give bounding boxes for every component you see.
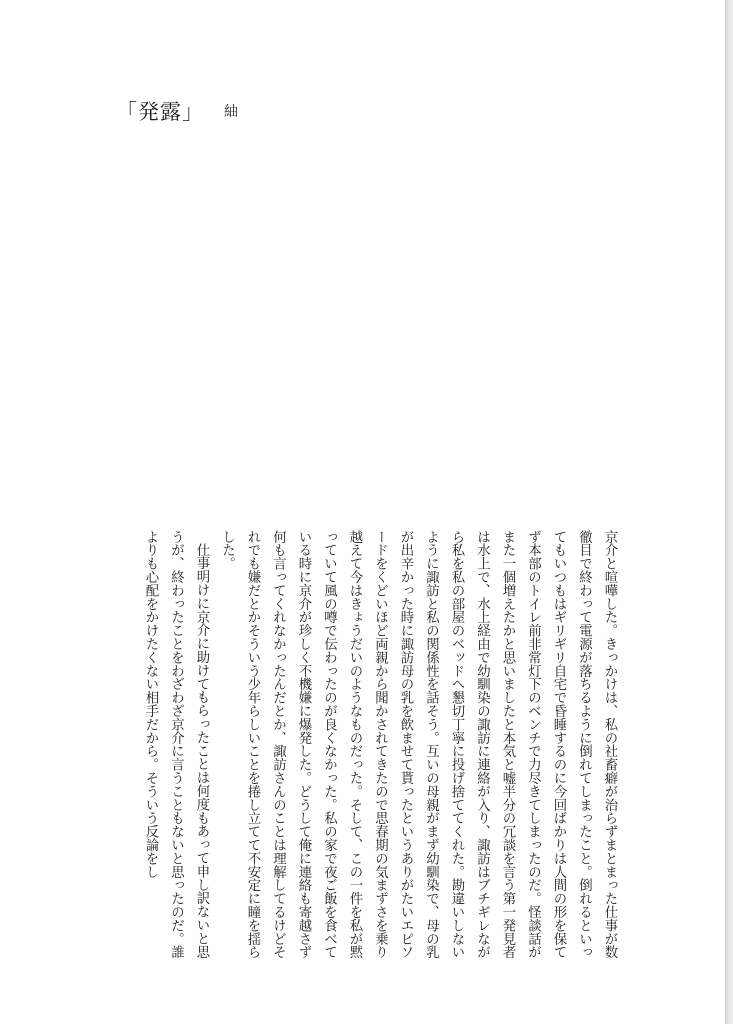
paragraph: 京介と喧嘩した。きっかけは、私の社畜癖が治らずまとまった仕事が数徹目で終わって電源が落ちるように倒れてしまったこと。倒れるといってもいつもはギリギリ自宅で昏睡するのに今回ばかりは人間の形を保てず本部のトイレ前非常灯下のベンチで力尽きてしまったのだ。怪談話がまた一個増えたかと思いましたと本気と嘘半分の冗談を言う第一発見者は水上で、水上経由で幼馴染の諏訪に連絡が入り、諏訪はブチギレながら私を私の部屋のベッドへ懇切丁寧に投げ捨ててくれた。勘違いしないように諏訪と私の関係性を話そう。互いの母親がまず幼馴染で、母の乳が出辛かった時に諏訪母の乳を飲ませて貰ったというありがたいエピソードをくどいほど両親から聞かされてきたので思春期の気まずさを乗り越えて今はきょうだいのようなものだった。そして、この一件を私が黙っていて風の噂で伝わったのが良くなかった。私の家で夜ご飯を食べている時に京介が珍しく不機嫌に爆発した。どうして俺に連絡も寄越さず何も言ってくれなかったんだとか、諏訪さんのことは理解してるけどそれでも嫌だとかそういう少年らしいことを捲し立てて不安定に瞳を揺らした。 [219, 530, 617, 959]
story-body [112, 530, 622, 970]
story-title: 「発露」 [116, 100, 204, 124]
paragraph: 仕事明けに京介に助けてもらったことは何度もあって申し訳ないと思うが、終わったことをわざわざ京介に言うこともないと思ったのだ。誰よりも心配をかけたくない相手だから。そういう反論をし [143, 530, 209, 959]
author-name: 紬 [224, 104, 238, 120]
